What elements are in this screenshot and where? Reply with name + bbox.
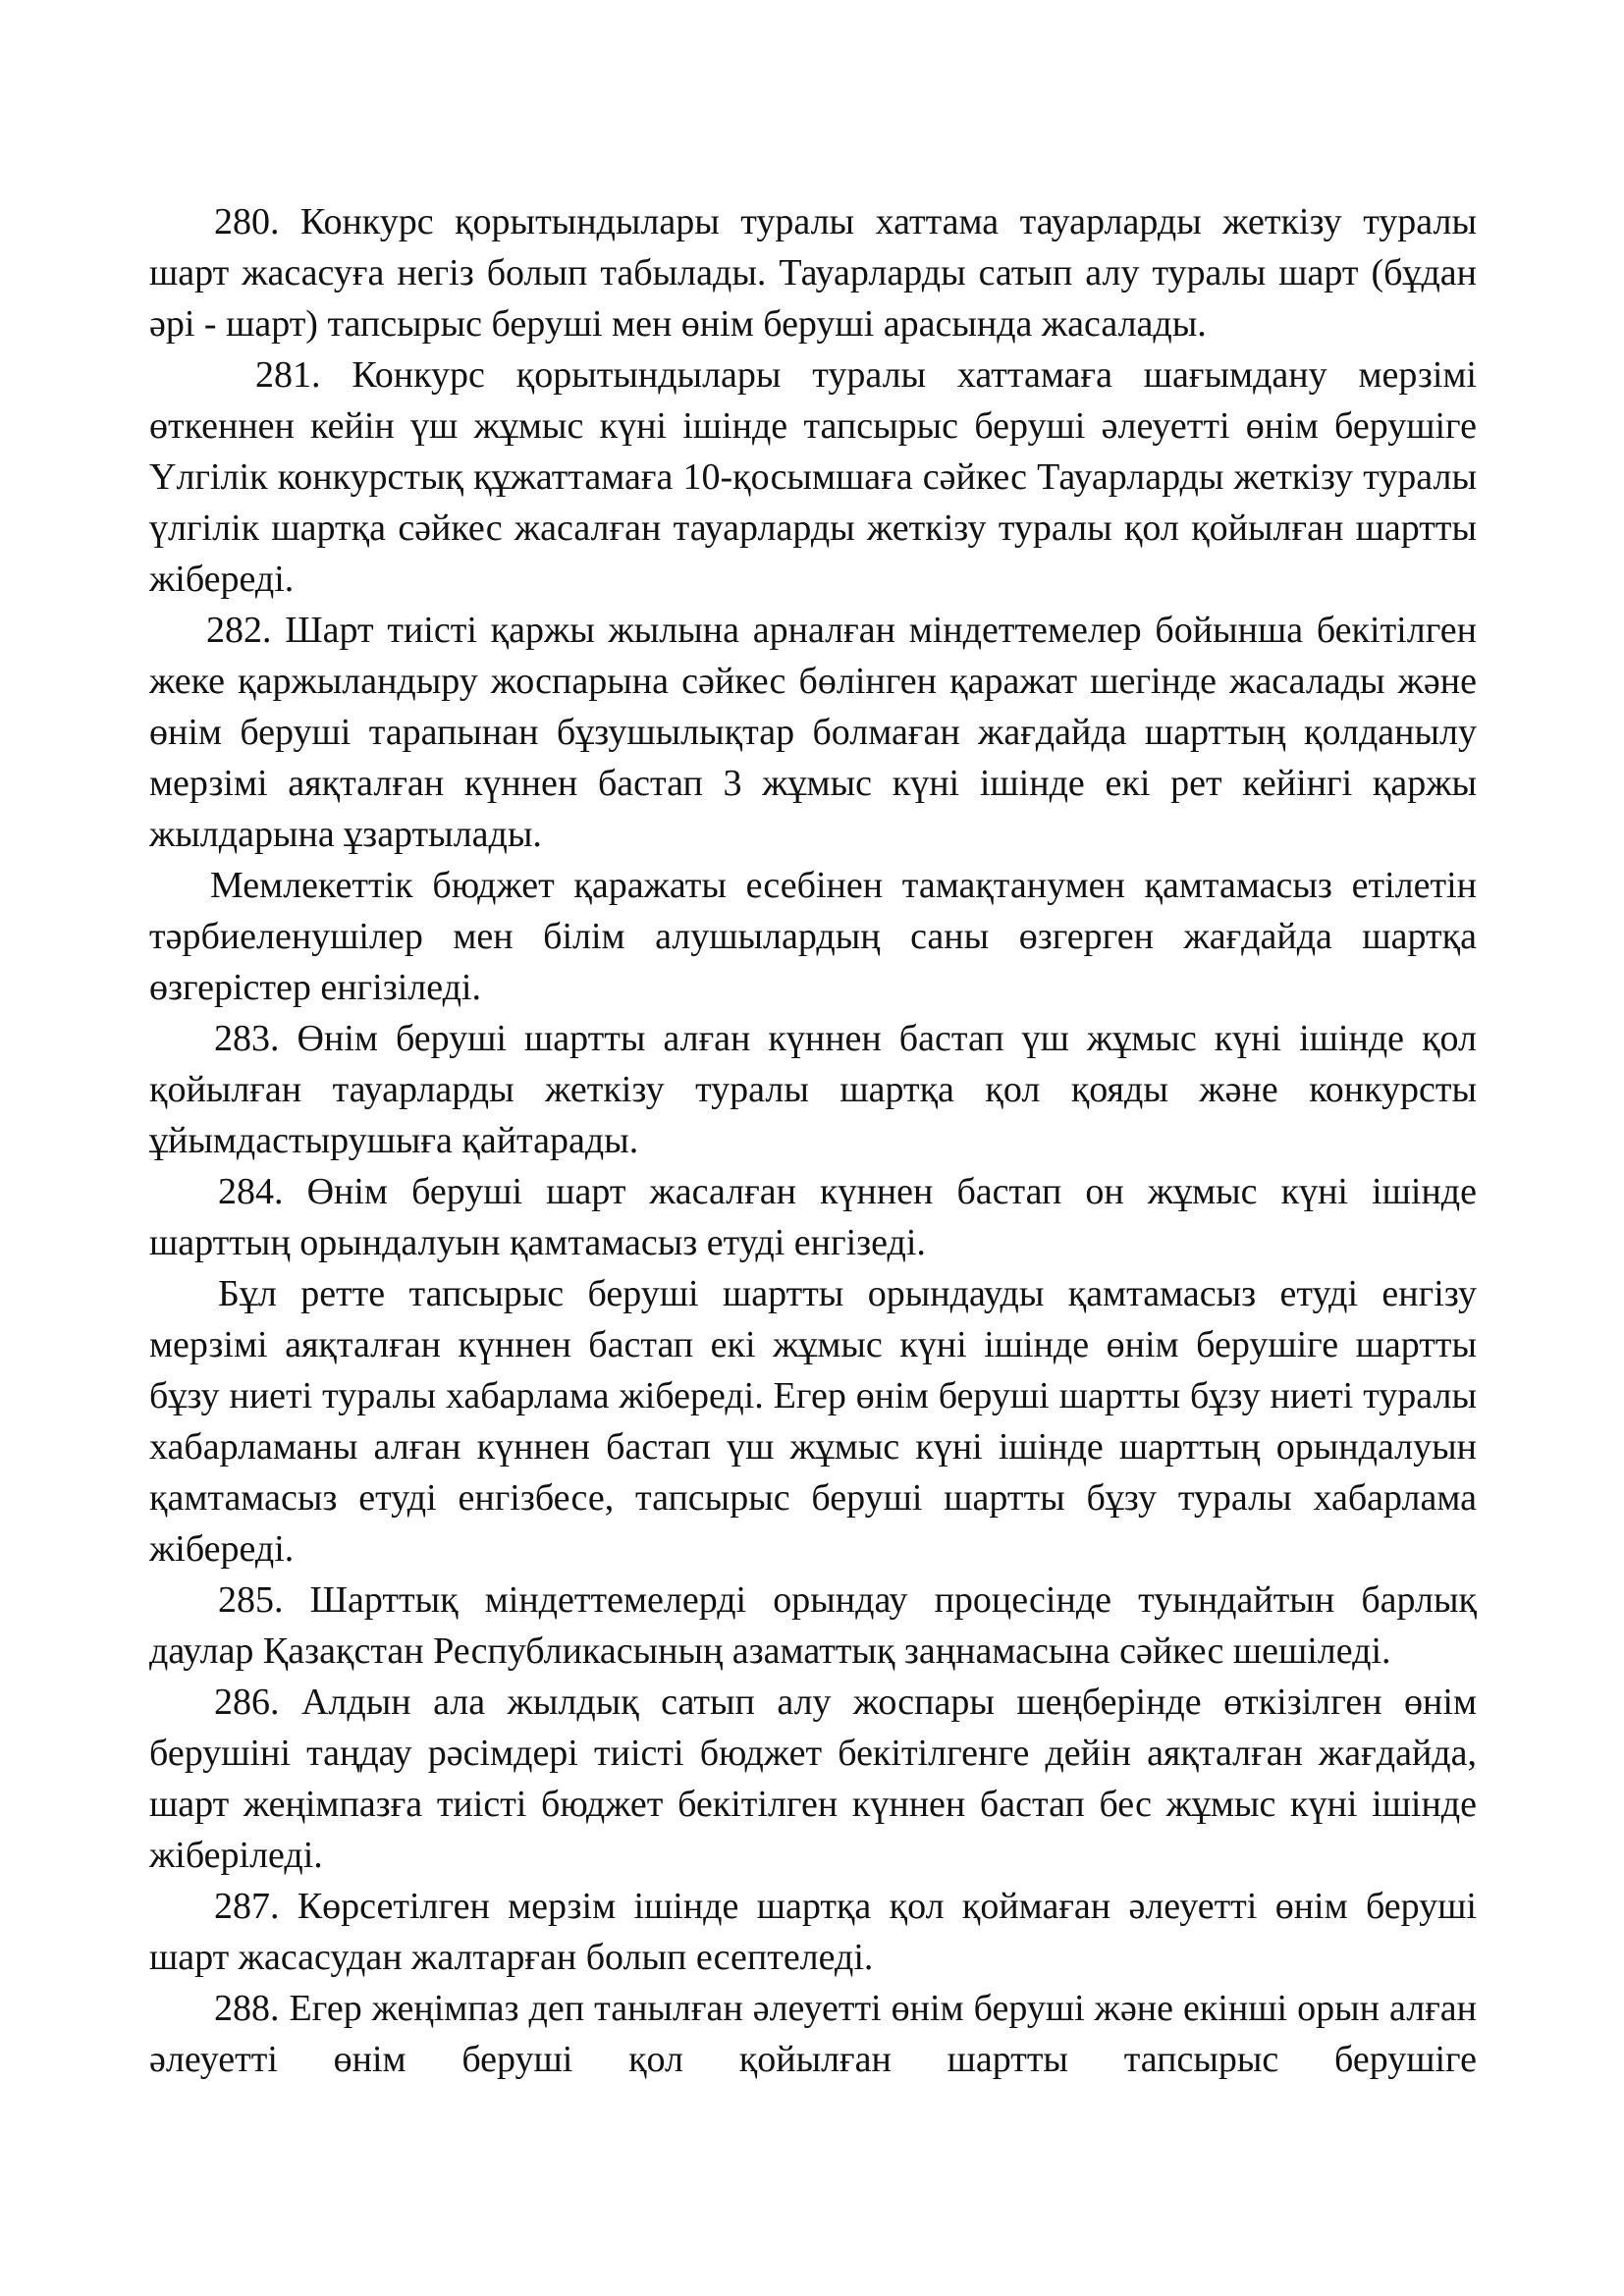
paragraph-284-termination-note: Бұл ретте тапсырыс беруші шартты орындауды қамтамасыз етуді енгізу мерзімі аяқталған күннен бастап екі жұмыс күні ішінде өнім берушіге шартты бұзу ниеті туралы хабарлама жібереді. Егер өнім беруші шартты бұзу ниеті туралы хабарламаны алған күннен бастап үш жұмыс күні ішінде шарттың орындалуын қамтамасыз етуді енгізбесе, тапсырыс беруші шартты бұзу туралы хабарлама жібереді. [149,1273,1477,1570]
paragraph-284: 284. Өнім беруші шарт жасалған күннен бастап он жұмыс күні ішінде шарттың орындалуын қамтамасыз етуді енгізеді. [149,1171,1477,1263]
paragraph-282-budget-note: Мемлекеттік бюджет қаражаты есебінен тамақтанумен қамтамасыз етілетін тәрбиеленушілер мен білім алушылардың саны өзгерген жағдайда шартқа өзгерістер енгізіледі. [149,865,1477,1008]
paragraph-285: 285. Шарттық міндеттемелерді орындау процесінде туындайтын барлық даулар Қазақстан Республикасының азаматтық заңнамасына сәйкес шешіледі. [149,1579,1477,1672]
paragraph-286: 286. Алдын ала жылдық сатып алу жоспары шеңберінде өткізілген өнім берушіні таңдау рәсімдері тиісті бюджет бекітілгенге дейін аяқталған жағдайда, шарт жеңімпазға тиісті бюджет бекітілген күннен бастап бес жұмыс күні ішінде жіберіледі. [149,1682,1477,1876]
paragraph-283: 283. Өнім беруші шартты алған күннен бастап үш жұмыс күні ішінде қол қойылған тауарларды жеткізу туралы шартқа қол қояды және конкурсты ұйымдастырушыға қайтарады. [149,1018,1477,1161]
paragraph-288: 288. Егер жеңімпаз деп танылған әлеуетті өнім беруші және екінші орын алған әлеуетті өнім беруші қол қойылған шартты тапсырыс берушіге [149,1988,1477,2080]
paragraph-287: 287. Көрсетілген мерзім ішінде шартқа қол қоймаған әлеуетті өнім беруші шарт жасасудан жалтарған болып есептеледі. [149,1886,1477,1978]
document-page [149,196,1477,2085]
paragraph-282: 282. Шарт тиісті қаржы жылына арналған міндеттемелер бойынша бекітілген жеке қаржыландыру жоспарына сәйкес бөлінген қаражат шегінде жасалады және өнім беруші тарапынан бұзушылықтар болмаған жағдайда шарттың қолданылу мерзімі аяқталған күннен бастап 3 жұмыс күні ішінде екі рет кейінгі қаржы жылдарына ұзартылады. [149,610,1477,855]
paragraph-280: 280. Конкурс қорытындылары туралы хаттама тауарларды жеткізу туралы шарт жасасуға негіз болып табылады. Тауарларды сатып алу туралы шарт (бұдан әрі - шарт) тапсырыс беруші мен өнім беруші арасында жасалады. [149,201,1477,345]
paragraph-281: 281. Конкурс қорытындылары туралы хаттамаға шағымдану мерзімі өткеннен кейін үш жұмыс күні ішінде тапсырыс беруші әлеуетті өнім берушіге Үлгілік конкурстық құжаттамаға 10-қосымшаға сәйкес Тауарларды жеткізу туралы үлгілік шартқа сәйкес жасалған тауарларды жеткізу туралы қол қойылған шартты жібереді. [149,354,1477,600]
